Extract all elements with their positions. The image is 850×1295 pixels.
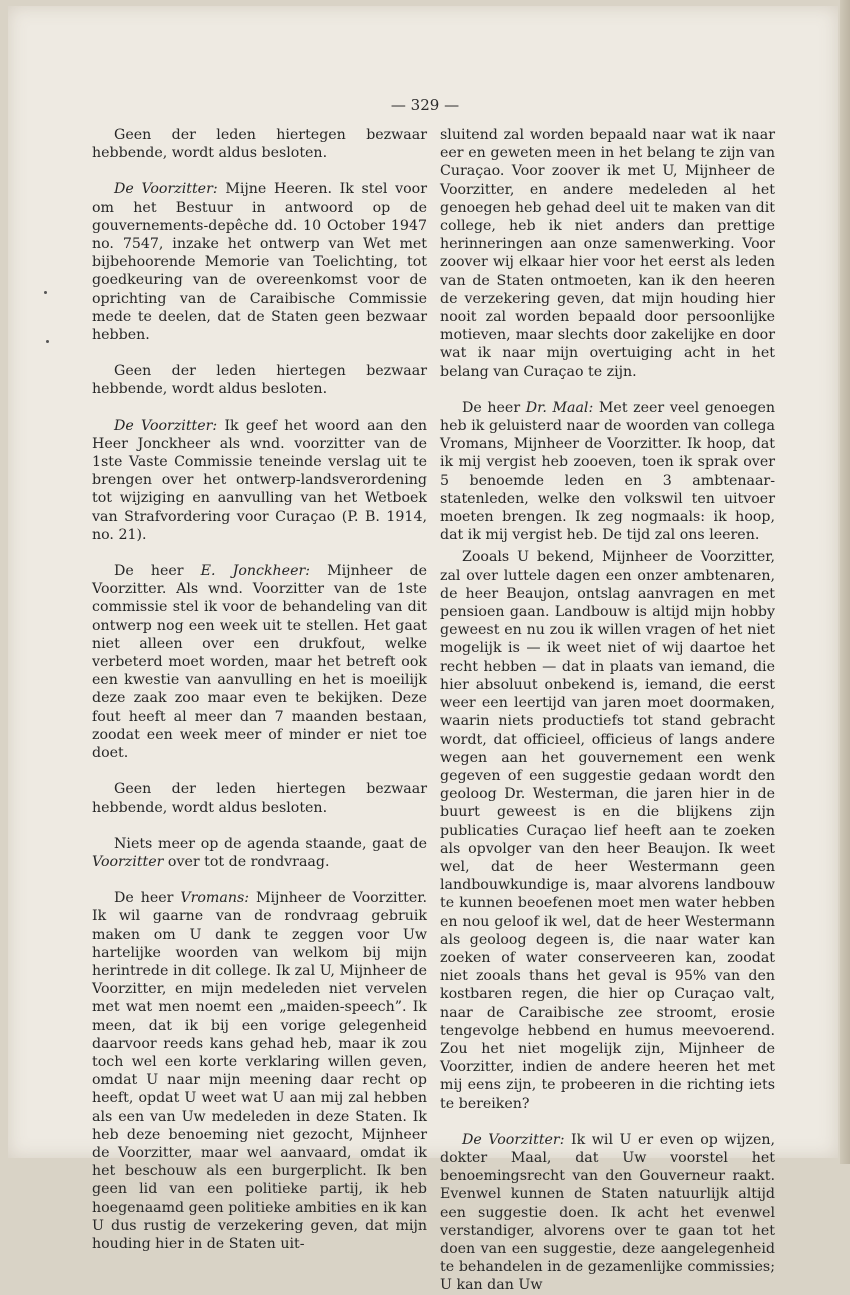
- speaker-prefix: De heer: [114, 563, 201, 580]
- margin-mark: [44, 291, 47, 294]
- paragraph-voorzitter-statement: [92, 417, 427, 544]
- paragraph-resolution: Geen der leden hiertegen bezwaar hebbende, wordt aldus besloten.: [92, 781, 427, 816]
- left-column: [92, 126, 427, 1253]
- paragraph-text: Mijnheer de Voorzitter. Ik wil gaarne van de rondvraag gebruik maken om U dank te zeggen voor Uw hartelijke woorden van welkom bij mijn herintrede in dit college. Ik zal U, Mijnheer de Voorzitter, en mijn medeleden niet vervelen met wat men noemt een „maiden-speech”. Ik meen, dat ik bij een vorige gelegenheid daarvoor reeds kans gehad heb, maar ik zou toch wel een korte verklaring willen geven, omdat U naar mijn meening daar recht op heeft, opdat U weet wat U aan mij zal hebben als een van Uw medeleden in deze Staten. Ik heb deze benoeming niet gezocht, Mijnheer de Voorzitter, maar wel aanvaard, omdat ik het beschouw als een burgerplicht. Ik ben geen lid van een politieke partij, ik heb hoegenaamd geen politieke ambities en ik kan U dus rustig de verzekering geven, dat mijn houding hier in de Staten uit-: [92, 890, 427, 1252]
- paragraph-text: Mijnheer de Voorzitter. Als wnd. Voorzitter van de 1ste commissie stel ik voor de behandeling van dit ontwerp nog een week uit te stellen. Het gaat niet alleen over een drukfout, welke verbeterd moet worden, maar het betreft ook een kwestie van aanvulling en het is moeilijk deze zaak zoo maar even te bekijken. Deze fout heeft al meer dan 7 maanden bestaan, zoodat een week meer of minder er niet toe doet.: [92, 563, 427, 762]
- paragraph-voorzitter-statement: [92, 180, 427, 344]
- paragraph-vromans-continued: sluitend zal worden bepaald naar wat ik naar eer en geweten meen in het belang te zijn van Curaçao. Voor zoover ik met U, Mijnheer de Voorzitter, en andere medeleden al het genoegen heb gehad deel uit te maken van dit college, heb ik niet anders dan prettige herinneringen aan onze samenwerking. Voor zoover wij elkaar hier voor het eerst als leden van de Staten ontmoeten, kan ik den heeren de verzekering geven, dat mijn houding hier nooit zal worden bepaald door persoonlijke motieven, maar slechts door zakelijke en door wat ik naar mijn overtuiging acht in het belang van Curaçao te zijn.: [440, 127, 775, 380]
- paragraph-text: Ik wil U er even op wijzen, dokter Maal, dat Uw voorstel het benoemingsrecht van den Gouverneur raakt. Evenwel kunnen de Staten natuurlijk altijd een suggestie doen. Ik acht het evenwel verstandiger, alvorens over te gaan tot het doen van een suggestie, deze aangelegenheid te behandelen in de gezamenlijke commissies; U kan dan Uw: [440, 1131, 775, 1294]
- paragraph-text: Met zeer veel genoegen heb ik geluisterd naar de woorden van collega Vromans, Mijnheer de Voorzitter. Ik hoop, dat ik mij vergist heb zooeven, toen ik sprak over 5 benoemde leden en 3 ambtenaar-statenleden, welke den volkswil ten uitvoer moeten brengen. Ik zeg nogmaals: ik hoop, dat ik mij vergist heb. De tijd zal ons leeren.: [440, 399, 775, 544]
- paragraph-text: over tot de rondvraag.: [163, 853, 330, 870]
- speaker-name: E. Jonckheer:: [200, 563, 311, 580]
- speaker-name: De Voorzitter:: [462, 1131, 565, 1148]
- right-column: [440, 126, 775, 1295]
- paragraph-resolution: Geen der leden hiertegen bezwaar hebbende, wordt aldus besloten.: [92, 127, 427, 162]
- page-number: — 329 —: [390, 96, 460, 114]
- paragraph-vromans-statement: [92, 889, 427, 1253]
- speaker-prefix: De heer: [462, 399, 526, 416]
- paragraph-agenda-close: [92, 835, 427, 871]
- paragraph-maal-proposal: Zooals U bekend, Mijnheer de Voorzitter, zal over luttele dagen een onzer ambtenaren, de heer Beaujon, ontslag aanvragen en met pensioen gaan. Landbouw is altijd mijn hobby geweest en nu zou ik willen vragen of het niet mogelijk is — ik weet niet of wij daartoe het recht hebben — dat in plaats van iemand, die hier absoluut onbekend is, iemand, die eerst weer een leertijd van jaren moet doormaken, waarin niets productiefs tot stand gebracht wordt, dat officieel, officieus of langs andere wegen aan het gouvernement een wenk gegeven of een suggestie gedaan wordt den geoloog Dr. Westerman, die jaren hier in de buurt geweest is en die blijkens zijn publicaties Curaçao lief heeft aan te zoeken als opvolger van den heer Beaujon. Ik weet wel, dat de heer Westermann geen landbouwkundige is, maar alvorens landbouw te kunnen beoefenen moet men water hebben en nou geloof ik wel, dat de heer Westermann als geoloog degeen is, die naar water kan zoeken of water conserveeren kan, zoodat niet zooals thans het geval is 95% van den kostbaren regen, die hier op Curaçao valt, naar de Caraibische zee stroomt, erosie tengevolge hebbend en humus meevoerend. Zou het niet mogelijk zijn, Mijnheer de Voorzitter, indien de andere heeren het met mij eens zijn, te probeeren in die richting iets te bereiken?: [440, 549, 775, 1112]
- margin-mark: [46, 340, 49, 343]
- speaker-name: De Voorzitter:: [114, 181, 218, 198]
- paragraph-voorzitter-reply: [440, 1131, 775, 1295]
- speaker-name: Dr. Maal:: [525, 399, 594, 416]
- speaker-name: Vromans:: [180, 890, 250, 907]
- speaker-prefix: De heer: [114, 890, 181, 907]
- speaker-name: Voorzitter: [92, 853, 164, 870]
- paragraph-text: Niets meer op de agenda staande, gaat de: [114, 835, 427, 852]
- paragraph-text: Mijne Heeren. Ik stel voor om het Bestuur in antwoord op de gouvernements-depêche dd. 10 October 1947 no. 7547, inzake het ontwerp van Wet met bijbehoorende Memorie van Toelichting, tot goedkeuring van de overeenkomst voor de oprichting van de Caraibische Commissie mede te deelen, dat de Staten geen bezwaar hebben.: [92, 181, 427, 344]
- paragraph-resolution: Geen der leden hiertegen bezwaar hebbende, wordt aldus besloten.: [92, 363, 427, 398]
- speaker-name: De Voorzitter:: [114, 417, 218, 434]
- page-edge: [840, 0, 850, 1164]
- paragraph-jonckheer-statement: [92, 562, 427, 762]
- paragraph-text: Ik geef het woord aan den Heer Jonckheer als wnd. voorzitter van de 1ste Vaste Commissie teneinde verslag uit te brengen over het ontwerp-landsverordening tot wijziging en aanvulling van het Wetboek van Strafvordering voor Curaçao (P. B. 1914, no. 21).: [92, 417, 427, 543]
- paragraph-maal-statement: [440, 399, 775, 545]
